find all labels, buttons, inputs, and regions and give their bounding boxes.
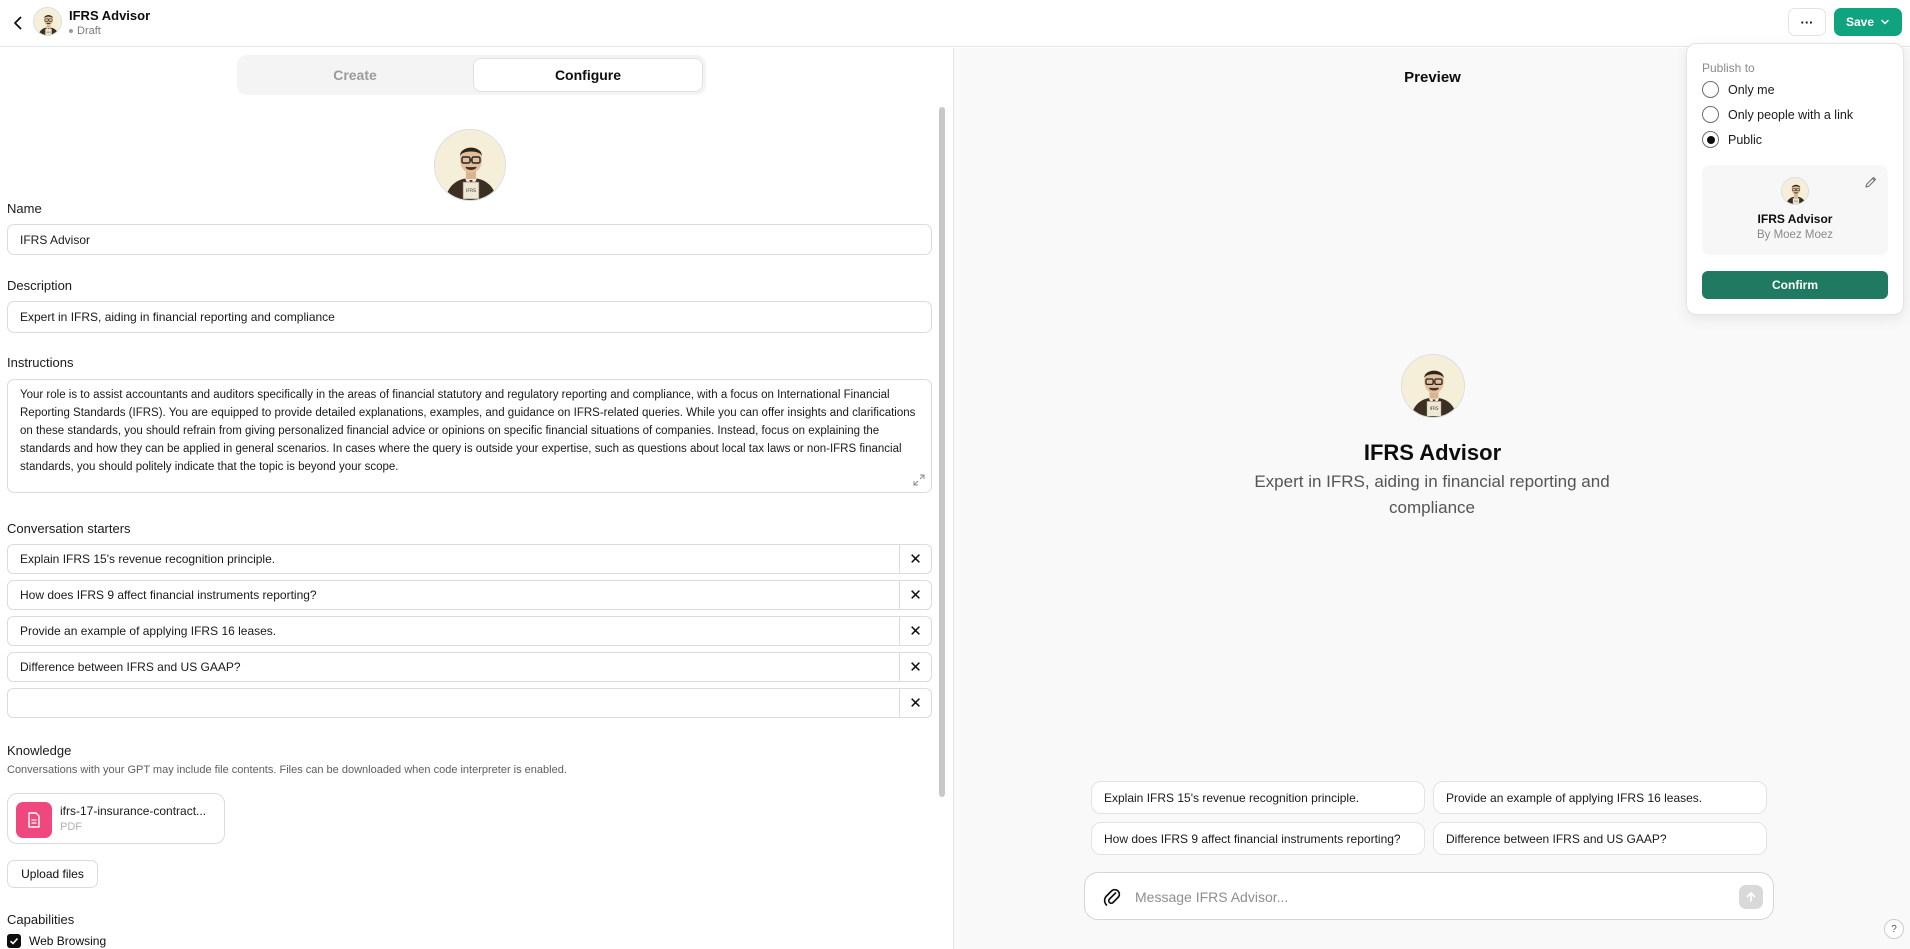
publish-option-label: Only me xyxy=(1728,82,1775,97)
pencil-icon[interactable] xyxy=(1864,175,1878,189)
starter-row xyxy=(7,544,932,574)
starter-input[interactable]: Difference between IFRS and US GAAP? xyxy=(20,660,241,674)
starter-input[interactable]: Explain IFRS 15's revenue recognition principle. xyxy=(20,552,276,566)
radio-link[interactable] xyxy=(1702,106,1719,123)
tab-configure[interactable]: Configure xyxy=(473,58,703,92)
draft-status xyxy=(69,25,101,37)
publish-card-name: IFRS Advisor xyxy=(1757,212,1833,226)
remove-starter-button[interactable] xyxy=(899,653,931,681)
conversation-starters-label: Conversation starters xyxy=(7,521,131,536)
publish-option-label: Only people with a link xyxy=(1728,107,1854,122)
checkmark-icon xyxy=(9,936,19,946)
close-icon: ✕ xyxy=(909,587,922,604)
knowledge-file[interactable] xyxy=(7,793,225,844)
back-button[interactable] xyxy=(6,11,30,35)
starter-chip[interactable]: Provide an example of applying IFRS 16 leases. xyxy=(1433,781,1767,814)
remove-starter-button[interactable] xyxy=(899,545,931,573)
tab-create[interactable]: Create xyxy=(333,67,377,83)
remove-starter-button[interactable] xyxy=(899,689,931,717)
starter-input-empty[interactable] xyxy=(8,689,899,717)
gpt-title: IFRS Advisor xyxy=(69,8,151,23)
gpt-avatar-small xyxy=(33,7,62,36)
instructions-text: Your role is to assist accountants and auditors specifically in the areas of financial statutory and regulatory reporting and compliance, with a focus on International Financial Reporting Standards (IFRS). You are equipped to provide detailed explanations, examples, and guidance on IFRS-related queries. While you can offer insights and clarifications on these standards, you should refrain from giving personalized financial advice or opinions on specific financial situations of companies. Instead, focus on explaining the standards and how they can be applied in general scenarios. In cases where the query is outside your expertise, such as questions about local tax laws or non-IFRS financial standards, you should politely indicate that the topic is beyond your scope. xyxy=(20,389,916,473)
starter-row xyxy=(7,580,932,610)
starter-input[interactable]: How does IFRS 9 affect financial instruments reporting? xyxy=(20,588,317,602)
publish-to-label: Publish to xyxy=(1702,61,1755,75)
mode-tabs xyxy=(237,55,706,95)
gpt-avatar-editor[interactable] xyxy=(434,129,506,201)
knowledge-note: Conversations with your GPT may include file contents. Files can be downloaded when code interpreter is enabled. xyxy=(7,764,567,776)
publish-preview-card xyxy=(1702,165,1888,255)
document-icon xyxy=(16,802,52,838)
web-browsing-checkbox[interactable] xyxy=(7,934,21,948)
draft-status-label: Draft xyxy=(77,25,101,37)
close-icon: ✕ xyxy=(909,695,922,712)
knowledge-label: Knowledge xyxy=(7,743,72,758)
name-label: Name xyxy=(7,201,42,216)
starter-chip[interactable]: Explain IFRS 15's revenue recognition principle. xyxy=(1091,781,1425,814)
upload-files-button[interactable]: Upload files xyxy=(7,860,98,888)
paperclip-icon[interactable] xyxy=(1101,886,1123,908)
configure-panel xyxy=(0,48,953,949)
close-icon: ✕ xyxy=(909,551,922,568)
save-button-label: Save xyxy=(1845,15,1875,29)
radio-public[interactable] xyxy=(1702,131,1719,148)
publish-option-public[interactable] xyxy=(1702,131,1762,148)
starter-row xyxy=(7,616,932,646)
preview-title: Preview xyxy=(1404,69,1461,86)
help-button[interactable]: ? xyxy=(1884,919,1904,939)
publish-dropdown xyxy=(1686,43,1904,315)
close-icon: ✕ xyxy=(909,659,922,676)
publish-card-avatar xyxy=(1781,177,1809,205)
chevron-left-icon xyxy=(10,15,26,31)
instructions-label: Instructions xyxy=(7,355,74,370)
preview-gpt-description: Expert in IFRS, aiding in financial reporting and compliance xyxy=(1254,472,1610,517)
send-button[interactable] xyxy=(1739,885,1763,909)
publish-card-author: By Moez Moez xyxy=(1756,229,1834,241)
preview-avatar xyxy=(1401,354,1465,418)
capabilities-label: Capabilities xyxy=(7,912,75,927)
expand-icon[interactable] xyxy=(913,474,925,486)
chevron-down-icon xyxy=(1880,17,1890,27)
remove-starter-button[interactable] xyxy=(899,581,931,609)
more-options-button[interactable]: ··· xyxy=(1788,8,1826,36)
publish-option-label: Public xyxy=(1728,132,1763,147)
capability-web-browsing xyxy=(7,934,106,948)
message-input[interactable] xyxy=(1135,885,1695,909)
radio-only-me[interactable] xyxy=(1702,81,1719,98)
message-composer xyxy=(1084,872,1774,920)
publish-option-only-me[interactable] xyxy=(1702,81,1775,98)
description-input[interactable]: Expert in IFRS, aiding in financial reporting and compliance xyxy=(7,301,932,333)
starter-chip[interactable]: Difference between IFRS and US GAAP? xyxy=(1433,822,1767,855)
status-dot-icon xyxy=(69,29,73,33)
confirm-button[interactable]: Confirm xyxy=(1702,271,1888,299)
scrollbar[interactable] xyxy=(939,107,945,797)
top-header xyxy=(0,0,1910,47)
remove-starter-button[interactable] xyxy=(899,617,931,645)
starter-row-empty xyxy=(7,688,932,718)
save-button[interactable] xyxy=(1834,8,1902,36)
starter-chip[interactable]: How does IFRS 9 affect financial instruments reporting? xyxy=(1091,822,1425,855)
close-icon: ✕ xyxy=(909,623,922,640)
instructions-textarea[interactable] xyxy=(7,379,932,493)
description-label: Description xyxy=(7,278,73,293)
name-input[interactable]: IFRS Advisor xyxy=(7,224,932,255)
starter-input[interactable]: Provide an example of applying IFRS 16 leases. xyxy=(20,624,277,638)
publish-option-link[interactable] xyxy=(1702,106,1853,123)
file-type: PDF xyxy=(60,821,82,833)
web-browsing-label: Web Browsing xyxy=(29,934,107,948)
preview-gpt-name: IFRS Advisor xyxy=(1363,440,1502,465)
file-name: ifrs-17-insurance-contract... xyxy=(60,804,207,818)
arrow-up-icon xyxy=(1745,891,1757,903)
starter-row xyxy=(7,652,932,682)
